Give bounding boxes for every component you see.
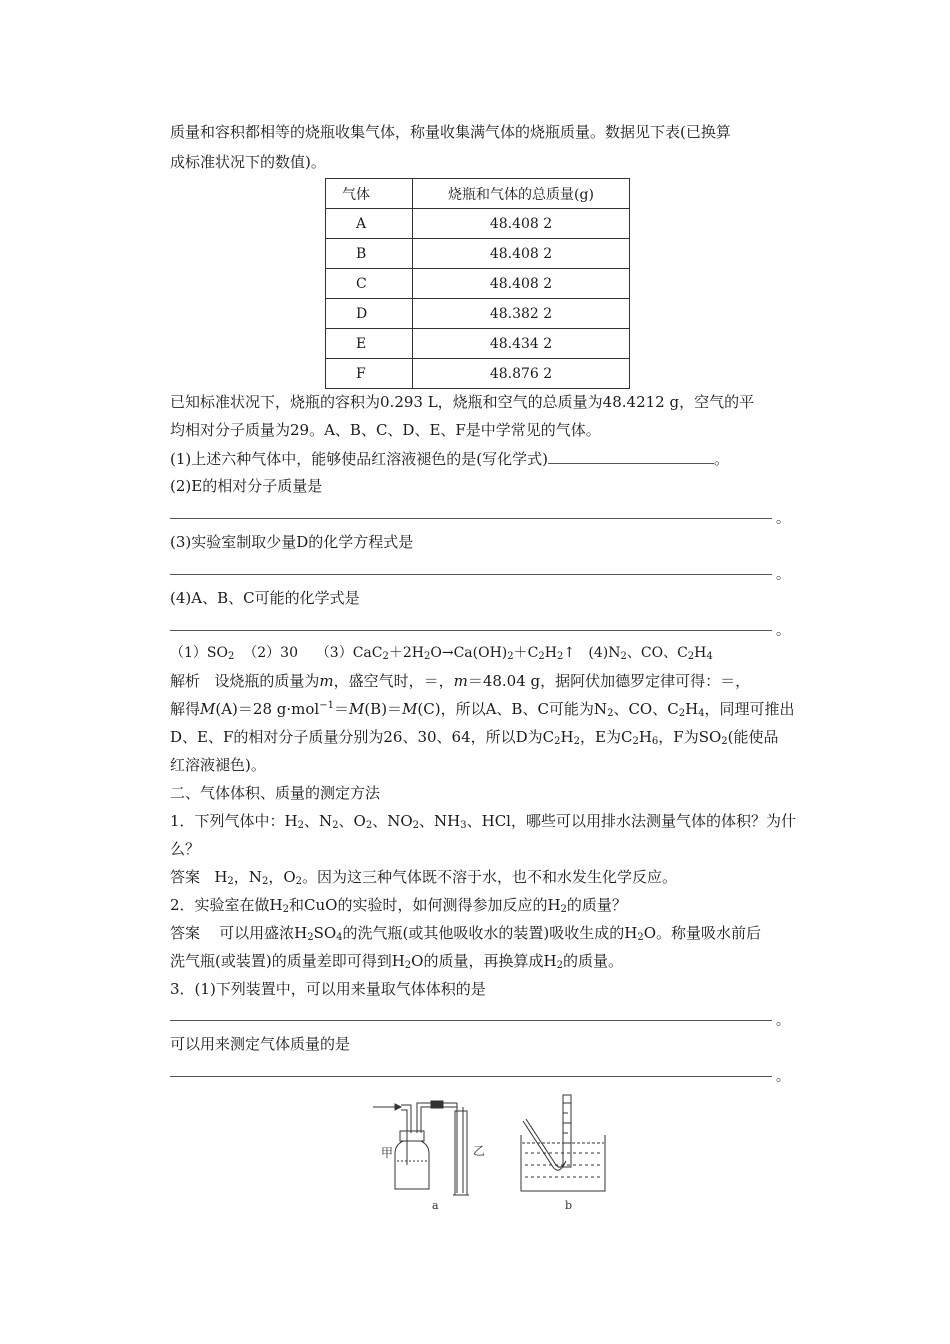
apparatus-b bbox=[521, 1095, 605, 1191]
analysis-line-2: 解得M(A)＝28 g·mol$^{-1}$＝M(B)＝M(C)，所以A、B、C可能为$N_2$、CO、$C_2H_4$，同理可推出 bbox=[170, 700, 795, 719]
bottle-stopper bbox=[400, 1131, 424, 1141]
table-cell-gas: B bbox=[326, 239, 413, 269]
table-row bbox=[326, 329, 630, 359]
question-1-text: (1)上述六种气体中，能够使品红溶液褪色的是(写化学式) bbox=[170, 450, 548, 468]
cylinder-tube bbox=[457, 1103, 463, 1193]
table-header-row bbox=[326, 179, 630, 209]
s2-question-1-line-2: 么？ bbox=[170, 840, 201, 858]
label-yi: 乙 bbox=[473, 1144, 486, 1158]
intro-line-1: 质量和容积都相等的烧瓶收集气体，称量收集满气体的烧瓶质量。数据见下表(已换算 bbox=[170, 123, 731, 141]
answer-label: 答案 bbox=[170, 868, 201, 886]
table-row bbox=[326, 359, 630, 389]
s2-answer-2-line-1: 答案 可以用盛浓$H_2SO_4$的洗气瓶(或其他吸收水的装置)吸收生成的$H_2O$。称量吸水前后 bbox=[170, 924, 761, 943]
analysis-line-3: D、E、F的相对分子质量分别为26、30、64，所以D为$C_2H_2$，E为$C_2H_6$，F为$SO_2$(能使品 bbox=[170, 728, 779, 747]
s2-answer-2-line-2: 洗气瓶(或装置)的质量差即可得到$H_2O$的质量，再换算成$H_2$的质量。 bbox=[170, 952, 623, 971]
question-4: (4)A、B、C可能的化学式是 bbox=[170, 589, 360, 607]
table-row bbox=[326, 299, 630, 329]
s2-question-1-line-1: 1．下列气体中：$H_2$、$N_2$、$O_2$、$NO_2$、$NH_3$、HCl，哪些可以用排水法测量气体的体积？为什 bbox=[170, 812, 796, 831]
analysis-label: 解析 bbox=[170, 672, 201, 690]
known-line-2: 均相对分子质量为29。A、B、C、D、E、F是中学常见的气体。 bbox=[170, 421, 601, 439]
inlet-tube bbox=[401, 1105, 411, 1133]
question-3: (3)实验室制取少量D的化学方程式是 bbox=[170, 533, 414, 551]
table-cell-mass: 48.434 2 bbox=[413, 329, 630, 359]
answer-label: 答案 bbox=[170, 924, 201, 942]
label-b: b bbox=[565, 1199, 573, 1212]
arrow-head-icon bbox=[395, 1104, 401, 1110]
question-2: (2)E的相对分子质量是 bbox=[170, 477, 323, 495]
inlet-tube-inner bbox=[401, 1110, 407, 1165]
end-mark: 。 bbox=[776, 623, 790, 639]
label-a: a bbox=[432, 1199, 439, 1212]
answer-line[interactable] bbox=[170, 630, 772, 631]
end-mark: 。 bbox=[776, 1069, 790, 1085]
s2-answer-1: 答案 $H_2$，$N_2$，$O_2$。因为这三种气体既不溶于水，也不和水发生化学反应。 bbox=[170, 868, 678, 887]
table-cell-gas: E bbox=[326, 329, 413, 359]
end-mark: 。 bbox=[776, 567, 790, 583]
answer-line[interactable] bbox=[170, 1020, 772, 1021]
table-cell-gas: A bbox=[326, 209, 413, 239]
section-2-title: 二、气体体积、质量的测定方法 bbox=[170, 784, 381, 802]
washing-bottle bbox=[395, 1141, 429, 1189]
s2-question-3-line-2: 可以用来测定气体质量的是 bbox=[170, 1035, 351, 1053]
table-row bbox=[326, 209, 630, 239]
table-cell-gas: C bbox=[326, 269, 413, 299]
table-cell-mass: 48.408 2 bbox=[413, 239, 630, 269]
table-cell-gas: F bbox=[326, 359, 413, 389]
question-1 bbox=[170, 449, 729, 471]
answer-line[interactable] bbox=[170, 574, 772, 575]
apparatus-diagram bbox=[365, 1093, 625, 1213]
outlet-tube-inner bbox=[421, 1107, 457, 1133]
table-header-mass: 烧瓶和气体的总质量(g) bbox=[413, 179, 630, 209]
answer-blank[interactable] bbox=[548, 449, 714, 464]
intro-line-2: 成标准状况下的数值)。 bbox=[170, 153, 326, 171]
table-cell-mass: 48.408 2 bbox=[413, 209, 630, 239]
answer-summary: $(1)SO_2$ （2）30 $(3)CaC_2+2H_2O\to Ca(OH)_2+C_2H_2↑$ $(4)N_2$、CO、$C_2H_4$ bbox=[170, 645, 713, 662]
graduated-tube bbox=[563, 1095, 571, 1167]
gas-mass-table bbox=[325, 178, 630, 389]
answer-line[interactable] bbox=[170, 518, 772, 519]
s2-question-3-line-1: 3．(1)下列装置中，可以用来量取气体体积的是 bbox=[170, 980, 486, 998]
known-line-1: 已知标准状况下，烧瓶的容积为0.293 L，烧瓶和空气的总质量为48.4212 g，空气的平 bbox=[170, 393, 755, 411]
rubber-joint bbox=[431, 1101, 443, 1108]
s2-question-2: 2．实验室在做$H_2$和CuO的实验时，如何测得参加反应的$H_2$的质量？ bbox=[170, 896, 627, 915]
table-header-gas: 气体 bbox=[326, 179, 413, 209]
table-row bbox=[326, 239, 630, 269]
end-mark: 。 bbox=[713, 450, 729, 468]
table-cell-mass: 48.408 2 bbox=[413, 269, 630, 299]
answer-line[interactable] bbox=[170, 1076, 772, 1077]
table-cell-mass: 48.876 2 bbox=[413, 359, 630, 389]
table-cell-gas: D bbox=[326, 299, 413, 329]
end-mark: 。 bbox=[776, 511, 790, 527]
delivery-tube bbox=[523, 1121, 565, 1170]
analysis-line-1: 解析 设烧瓶的质量为m，盛空气时，＝，m＝48.04 g，据阿伏加德罗定律可得：＝， bbox=[170, 672, 751, 690]
label-jia: 甲 bbox=[381, 1146, 394, 1160]
table-cell-mass: 48.382 2 bbox=[413, 299, 630, 329]
end-mark: 。 bbox=[776, 1013, 790, 1029]
table-row bbox=[326, 269, 630, 299]
apparatus-figure bbox=[365, 1093, 625, 1213]
analysis-line-4: 红溶液褪色)。 bbox=[170, 756, 266, 774]
